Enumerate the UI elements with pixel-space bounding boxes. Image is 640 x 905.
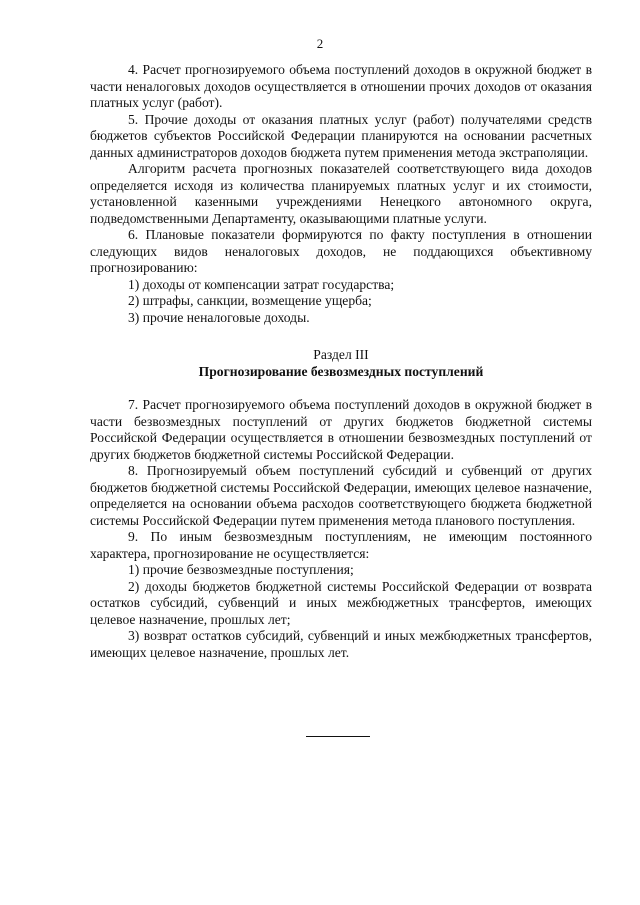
list-item: 3) возврат остатков субсидий, субвенций и иных межбюджетных трансфертов, имеющих целевое назначение, прошлых лет. [90, 628, 592, 660]
paragraph-9: 9. По иным безвозмездным поступлениям, не имеющим постоянного характера, прогнозирование не осуществляется: [90, 529, 592, 561]
page-number: 2 [316, 36, 324, 51]
end-of-document-rule [306, 736, 370, 737]
paragraph-7: 7. Расчет прогнозируемого объема поступлений доходов в окружной бюджет в части безвозмездных поступлений от других бюджетов бюджетной системы Российской Федерации осуществляется в отношении безвозмездных поступлений от других бюджетов бюджетной системы Российской Федерации. [90, 397, 592, 462]
section-number: Раздел III [313, 347, 369, 362]
paragraph-algorithm: Алгоритм расчета прогнозных показателей соответствующего вида доходов определяется исходя из количества планируемых платных услуг и их стоимости, установленной казенными учреждениями Ненецкого автономного округа, подведомственными Департаменту, оказывающими платные услуги. [90, 161, 592, 226]
list-item: 2) доходы бюджетов бюджетной системы Российской Федерации от возврата остатков субсидий, субвенций и иных межбюджетных трансфертов, имеющих целевое назначение, прошлых лет; [90, 578, 592, 627]
list-item: 1) доходы от компенсации затрат государства; [128, 276, 395, 292]
list-item: 1) прочие безвозмездные поступления; [128, 562, 354, 577]
document-body [90, 62, 592, 661]
section-spacer [90, 380, 592, 397]
list-item: 3) прочие неналоговые доходы. [128, 309, 310, 325]
paragraph-8: 8. Прогнозируемый объем поступлений субсидий и субвенций от других бюджетов бюджетной системы Российской Федерации, имеющих целевое назначение, определяется на основании объема расходов соответствующего бюджета бюджетной системы Российской Федерации путем применения метода планового поступления. [90, 463, 592, 528]
paragraph-6: 6. Плановые показатели формируются по факту поступления в отношении следующих видов неналоговых доходов, не поддающихся объективному прогнозированию: [90, 227, 592, 275]
section-title: Прогнозирование безвозмездных поступлений [198, 364, 484, 379]
paragraph-4: 4. Расчет прогнозируемого объема поступлений доходов в окружной бюджет в части неналоговых доходов осуществляется в отношении прочих доходов от оказания платных услуг (работ). [90, 62, 592, 110]
paragraph-5: 5. Прочие доходы от оказания платных услуг (работ) получателями средств бюджетов субъектов Российской Федерации планируются на основании расчетных данных администраторов доходов бюджета путем применения метода экстраполяции. [90, 111, 592, 160]
section-header [90, 346, 592, 380]
list-item: 2) штрафы, санкции, возмещение ущерба; [128, 293, 372, 308]
